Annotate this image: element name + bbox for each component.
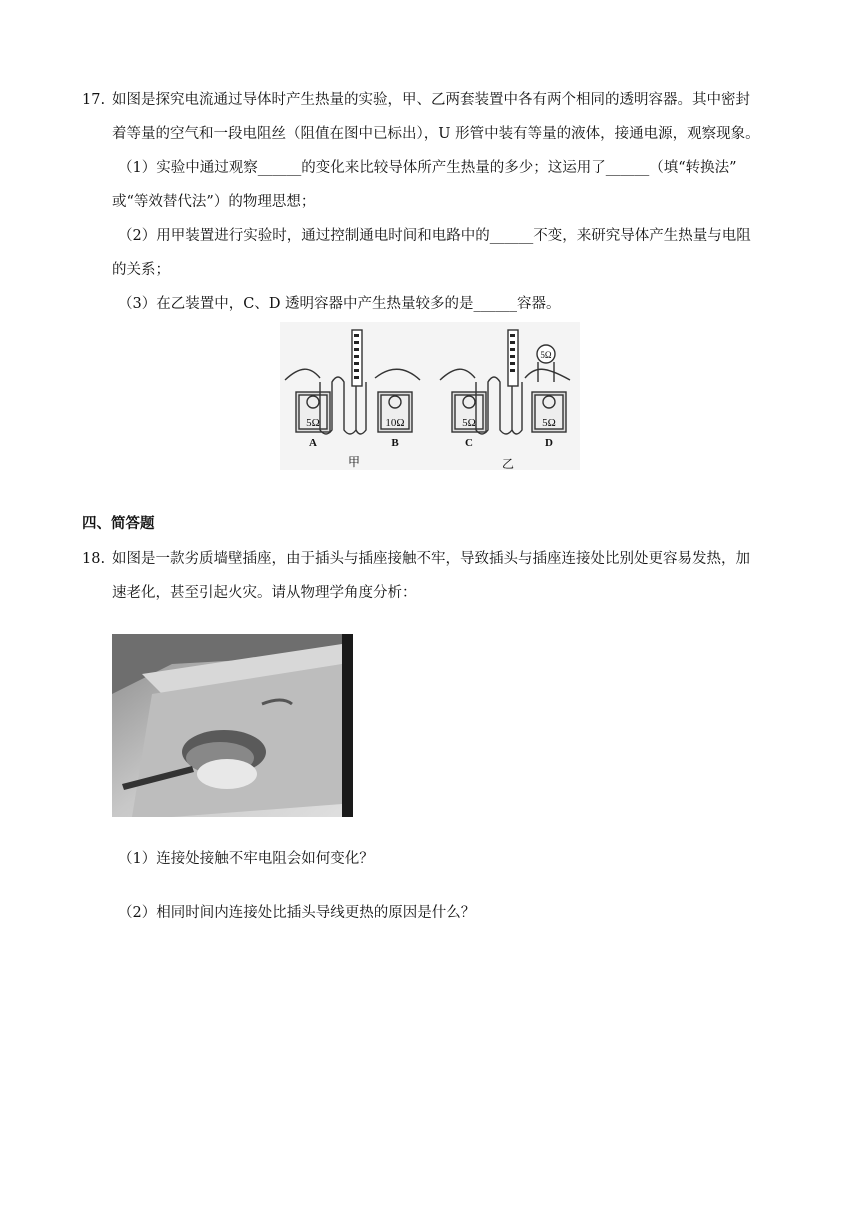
q17-number: 17. (82, 92, 106, 108)
q17-line2: 着等量的空气和一段电阻丝（阻值在图中已标出），U 形管中装有等量的液体，接通电源，观察现象。 (112, 126, 760, 142)
resistor-B-value: 10Ω (385, 417, 405, 429)
caption-yi: 乙 (501, 457, 515, 470)
wall-socket-photo (112, 634, 353, 817)
q17-sub3: （3）在乙装置中，C、D 透明容器中产生热量较多的是______容器。 (118, 296, 561, 312)
q18-sub1: （1）连接处接触不牢电阻会如何变化？ (118, 851, 374, 867)
q18-line1: 如图是一款劣质墙壁插座，由于插头与插座接触不牢，导致插头与插座连接处比别处更容易发热，加 (112, 551, 750, 567)
q17-sub1-line2: 或“等效替代法”）的物理思想； (112, 194, 316, 210)
q18-number: 18. (82, 551, 106, 567)
resistor-D-value: 5Ω (542, 417, 556, 429)
container-label-A: A (309, 437, 317, 449)
resistor-A-value: 5Ω (306, 417, 320, 429)
caption-jia: 甲 (347, 455, 361, 469)
q17-sub2-line1: （2）用甲装置进行实验时，通过控制通电时间和电路中的______不变，来研究导体产生热量与电阻 (118, 228, 751, 244)
section-title: 四、简答题 (82, 516, 155, 532)
resistor-C-value: 5Ω (462, 417, 476, 429)
q17-line1: 如图是探究电流通过导体时产生热量的实验，甲、乙两套装置中各有两个相同的透明容器。其中密封 (112, 92, 750, 108)
joule-heating-apparatus-figure (280, 322, 580, 470)
parallel-resistor-value: 5Ω (540, 350, 552, 360)
q17-sub1-line1: （1）实验中通过观察______的变化来比较导体所产生热量的多少；这运用了______（填“转换法” (118, 160, 737, 176)
q18-sub2: （2）相同时间内连接处比插头导线更热的原因是什么？ (118, 905, 476, 921)
container-label-B: B (391, 437, 399, 449)
q17-sub2-line2: 的关系； (112, 262, 170, 278)
container-label-C: C (465, 437, 473, 449)
container-label-D: D (545, 437, 553, 449)
q18-line2: 速老化，甚至引起火灾。请从物理学角度分析： (112, 585, 417, 601)
